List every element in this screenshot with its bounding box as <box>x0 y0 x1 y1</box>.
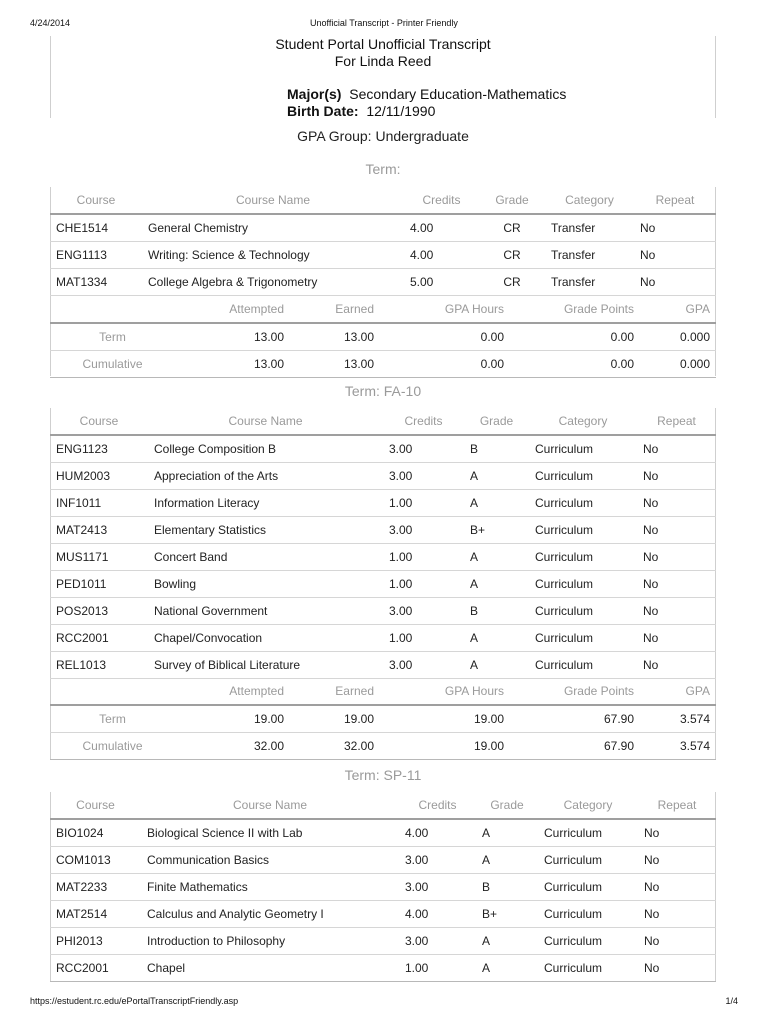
course-code: PED1011 <box>50 571 148 598</box>
course-row <box>50 652 716 679</box>
course-category: Curriculum <box>529 652 637 679</box>
course-name: Appreciation of the Arts <box>148 463 383 490</box>
course-grade: A <box>476 819 538 847</box>
course-grade: A <box>464 652 529 679</box>
course-code: MAT2413 <box>50 517 148 544</box>
course-grade: A <box>464 544 529 571</box>
summary-gpa: 0.000 <box>640 351 716 378</box>
course-name: Communication Basics <box>141 847 399 874</box>
course-grade: A <box>464 490 529 517</box>
col-category: Category <box>529 407 637 435</box>
course-row <box>50 517 716 544</box>
course-repeat: No <box>637 571 716 598</box>
course-name: Introduction to Philosophy <box>141 928 399 955</box>
course-credits: 5.00 <box>404 269 479 296</box>
course-category: Curriculum <box>538 955 638 982</box>
summary-attempted: 32.00 <box>175 733 290 760</box>
col-credits: Credits <box>399 791 476 819</box>
course-category: Transfer <box>545 269 634 296</box>
birth-date-line <box>287 103 566 120</box>
summary-gpa-hours: 0.00 <box>380 323 510 351</box>
course-code: PHI2013 <box>50 928 141 955</box>
summary-grade-points: 0.00 <box>510 323 640 351</box>
col-gpa-hours: GPA Hours <box>380 677 510 705</box>
course-grade: CR <box>479 242 545 269</box>
course-repeat: No <box>637 490 716 517</box>
summary-grade-points: 0.00 <box>510 351 640 378</box>
summary-row-term <box>50 323 716 351</box>
course-table <box>50 407 716 679</box>
course-name: Biological Science II with Lab <box>141 819 399 847</box>
summary-attempted: 13.00 <box>175 323 290 351</box>
course-table <box>50 791 716 982</box>
course-repeat: No <box>638 901 716 928</box>
summary-row-label-header <box>50 295 175 323</box>
course-row <box>50 598 716 625</box>
col-category: Category <box>545 186 634 214</box>
course-repeat: No <box>637 463 716 490</box>
course-name: Survey of Biblical Literature <box>148 652 383 679</box>
summary-attempted: 19.00 <box>175 705 290 733</box>
col-course-name: Course Name <box>142 186 404 214</box>
course-name: General Chemistry <box>142 214 404 242</box>
course-grade: B+ <box>476 901 538 928</box>
course-name: Finite Mathematics <box>141 874 399 901</box>
course-credits: 1.00 <box>383 625 464 652</box>
course-credits: 4.00 <box>404 214 479 242</box>
course-category: Curriculum <box>538 874 638 901</box>
student-name-line: For Linda Reed <box>334 53 432 69</box>
col-grade-points: Grade Points <box>510 295 640 323</box>
gpa-group: GPA Group: Undergraduate <box>297 128 469 144</box>
course-name: Chapel/Convocation <box>148 625 383 652</box>
course-category: Curriculum <box>529 435 637 463</box>
course-row <box>50 463 716 490</box>
course-row <box>50 242 716 269</box>
course-grade: B+ <box>464 517 529 544</box>
course-credits: 3.00 <box>383 598 464 625</box>
course-category: Curriculum <box>529 463 637 490</box>
birth-date-label: Birth Date: <box>287 103 359 119</box>
course-code: INF1011 <box>50 490 148 517</box>
course-category: Curriculum <box>529 571 637 598</box>
col-course: Course <box>50 186 142 214</box>
course-name: Information Literacy <box>148 490 383 517</box>
course-repeat: No <box>637 598 716 625</box>
course-credits: 3.00 <box>399 874 476 901</box>
summary-header-row <box>50 677 716 705</box>
course-name: National Government <box>148 598 383 625</box>
major-line <box>287 86 566 103</box>
course-name: College Algebra & Trigonometry <box>142 269 404 296</box>
course-row <box>50 819 716 847</box>
col-credits: Credits <box>383 407 464 435</box>
course-credits: 3.00 <box>383 435 464 463</box>
col-repeat: Repeat <box>638 791 716 819</box>
course-code: CHE1514 <box>50 214 142 242</box>
col-earned: Earned <box>290 677 380 705</box>
course-grade: B <box>464 598 529 625</box>
print-date: 4/24/2014 <box>30 18 71 28</box>
course-category: Transfer <box>545 242 634 269</box>
col-grade: Grade <box>464 407 529 435</box>
course-code: COM1013 <box>50 847 141 874</box>
student-info <box>287 86 566 120</box>
course-category: Curriculum <box>529 544 637 571</box>
course-repeat: No <box>637 517 716 544</box>
course-repeat: No <box>638 955 716 982</box>
summary-earned: 32.00 <box>290 733 380 760</box>
col-course-name: Course Name <box>148 407 383 435</box>
col-grade: Grade <box>476 791 538 819</box>
course-row <box>50 544 716 571</box>
course-code: REL1013 <box>50 652 148 679</box>
course-name: Chapel <box>141 955 399 982</box>
course-credits: 3.00 <box>383 517 464 544</box>
course-repeat: No <box>638 819 716 847</box>
course-row <box>50 269 716 296</box>
print-url: https://estudent.rc.edu/ePortalTranscriptFriendly.asp <box>30 996 239 1006</box>
course-credits: 1.00 <box>383 571 464 598</box>
col-repeat: Repeat <box>634 186 716 214</box>
course-code: ENG1113 <box>50 242 142 269</box>
course-category: Curriculum <box>529 598 637 625</box>
course-category: Curriculum <box>538 928 638 955</box>
course-table <box>50 186 716 296</box>
course-category: Curriculum <box>538 901 638 928</box>
course-grade: CR <box>479 214 545 242</box>
course-credits: 4.00 <box>399 819 476 847</box>
term-label: Term: FA-10 <box>344 383 422 399</box>
course-category: Curriculum <box>538 847 638 874</box>
course-grade: A <box>464 463 529 490</box>
summary-grade-points: 67.90 <box>510 705 640 733</box>
course-grade: CR <box>479 269 545 296</box>
col-course: Course <box>50 407 148 435</box>
course-repeat: No <box>637 652 716 679</box>
course-repeat: No <box>637 625 716 652</box>
course-code: MAT1334 <box>50 269 142 296</box>
course-name: Calculus and Analytic Geometry I <box>141 901 399 928</box>
summary-gpa: 3.574 <box>640 705 716 733</box>
course-row <box>50 847 716 874</box>
course-header-row <box>50 186 716 214</box>
summary-gpa-hours: 19.00 <box>380 705 510 733</box>
summary-table <box>50 295 716 378</box>
course-code: ENG1123 <box>50 435 148 463</box>
course-grade: A <box>464 571 529 598</box>
col-course: Course <box>50 791 141 819</box>
col-course-name: Course Name <box>141 791 399 819</box>
course-repeat: No <box>638 928 716 955</box>
course-code: POS2013 <box>50 598 148 625</box>
summary-grade-points: 67.90 <box>510 733 640 760</box>
course-name: College Composition B <box>148 435 383 463</box>
course-credits: 4.00 <box>399 901 476 928</box>
course-row <box>50 955 716 982</box>
course-grade: A <box>476 847 538 874</box>
summary-row-cumulative <box>50 351 716 378</box>
course-code: MAT2514 <box>50 901 141 928</box>
summary-attempted: 13.00 <box>175 351 290 378</box>
course-grade: B <box>464 435 529 463</box>
course-row <box>50 874 716 901</box>
course-row <box>50 490 716 517</box>
course-row <box>50 214 716 242</box>
col-earned: Earned <box>290 295 380 323</box>
summary-earned: 13.00 <box>290 323 380 351</box>
col-gpa-hours: GPA Hours <box>380 295 510 323</box>
page-number: 1/4 <box>725 996 738 1006</box>
summary-earned: 13.00 <box>290 351 380 378</box>
course-category: Transfer <box>545 214 634 242</box>
summary-label: Cumulative <box>50 733 175 760</box>
term-label: Term: SP-11 <box>344 767 422 783</box>
summary-earned: 19.00 <box>290 705 380 733</box>
course-credits: 1.00 <box>383 490 464 517</box>
col-grade-points: Grade Points <box>510 677 640 705</box>
birth-date-value: 12/11/1990 <box>366 103 436 119</box>
course-code: RCC2001 <box>50 625 148 652</box>
col-attempted: Attempted <box>175 677 290 705</box>
col-repeat: Repeat <box>637 407 716 435</box>
summary-gpa: 0.000 <box>640 323 716 351</box>
print-title: Unofficial Transcript - Printer Friendly <box>310 18 458 28</box>
summary-row-term <box>50 705 716 733</box>
summary-label: Cumulative <box>50 351 175 378</box>
transcript-title: Student Portal Unofficial Transcript <box>275 36 491 52</box>
course-credits: 3.00 <box>383 652 464 679</box>
course-name: Concert Band <box>148 544 383 571</box>
summary-row-label-header <box>50 677 175 705</box>
course-category: Curriculum <box>538 819 638 847</box>
course-grade: A <box>476 955 538 982</box>
course-repeat: No <box>637 435 716 463</box>
transcript-header <box>50 36 716 70</box>
course-code: BIO1024 <box>50 819 141 847</box>
term-label: Term: <box>365 161 401 177</box>
summary-header-row <box>50 295 716 323</box>
course-credits: 3.00 <box>399 847 476 874</box>
summary-label: Term <box>50 705 175 733</box>
course-credits: 3.00 <box>399 928 476 955</box>
course-header-row <box>50 791 716 819</box>
course-credits: 4.00 <box>404 242 479 269</box>
summary-table <box>50 677 716 760</box>
course-row <box>50 571 716 598</box>
course-code: MUS1171 <box>50 544 148 571</box>
col-grade: Grade <box>479 186 545 214</box>
major-value: Secondary Education-Mathematics <box>349 86 567 102</box>
course-name: Writing: Science & Technology <box>142 242 404 269</box>
summary-gpa-hours: 0.00 <box>380 351 510 378</box>
course-code: HUM2003 <box>50 463 148 490</box>
course-category: Curriculum <box>529 625 637 652</box>
col-attempted: Attempted <box>175 295 290 323</box>
summary-gpa-hours: 19.00 <box>380 733 510 760</box>
print-header <box>30 18 738 32</box>
course-credits: 1.00 <box>399 955 476 982</box>
course-category: Curriculum <box>529 490 637 517</box>
course-repeat: No <box>634 242 716 269</box>
col-credits: Credits <box>404 186 479 214</box>
course-credits: 1.00 <box>383 544 464 571</box>
summary-gpa: 3.574 <box>640 733 716 760</box>
course-row <box>50 435 716 463</box>
course-name: Bowling <box>148 571 383 598</box>
summary-row-cumulative <box>50 733 716 760</box>
summary-label: Term <box>50 323 175 351</box>
course-grade: A <box>476 928 538 955</box>
course-credits: 3.00 <box>383 463 464 490</box>
course-repeat: No <box>634 214 716 242</box>
major-label: Major(s) <box>287 86 342 102</box>
course-grade: B <box>476 874 538 901</box>
course-name: Elementary Statistics <box>148 517 383 544</box>
print-footer <box>30 996 738 1010</box>
col-gpa: GPA <box>640 295 716 323</box>
course-header-row <box>50 407 716 435</box>
course-repeat: No <box>638 874 716 901</box>
course-row <box>50 901 716 928</box>
col-gpa: GPA <box>640 677 716 705</box>
course-repeat: No <box>637 544 716 571</box>
course-repeat: No <box>638 847 716 874</box>
course-code: RCC2001 <box>50 955 141 982</box>
course-grade: A <box>464 625 529 652</box>
course-code: MAT2233 <box>50 874 141 901</box>
course-category: Curriculum <box>529 517 637 544</box>
col-category: Category <box>538 791 638 819</box>
course-row <box>50 928 716 955</box>
course-repeat: No <box>634 269 716 296</box>
course-row <box>50 625 716 652</box>
